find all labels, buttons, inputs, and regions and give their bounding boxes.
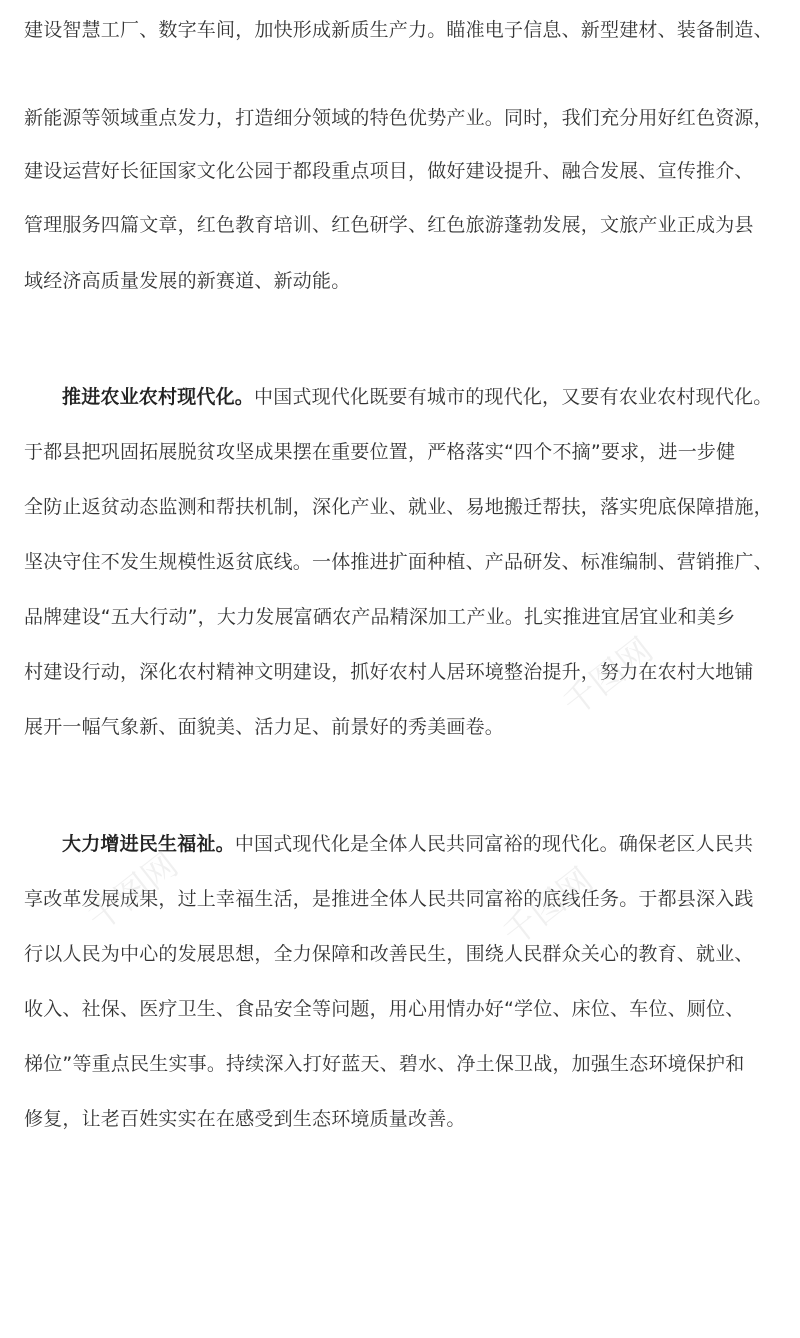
paragraph-3-heading: 大力增进民生福祉。 xyxy=(62,833,235,855)
watermark-2: 千图网 xyxy=(80,845,186,940)
watermark-3: 千图网 xyxy=(495,860,601,955)
paragraph-3-line-3: 行以人民为中心的发展思想，全力保障和改善民生，围绕人民群众关心的教育、就业、 xyxy=(24,943,754,965)
paragraph-2-line-3: 全防止返贫动态监测和帮扶机制，深化产业、就业、易地搬迁帮扶，落实兜底保障措施， xyxy=(24,496,773,518)
paragraph-1-line-1: 建设智慧工厂、数字车间，加快形成新质生产力。瞄准电子信息、新型建材、装备制造、 xyxy=(24,19,773,41)
paragraph-3-line-5: 梯位”等重点民生实事。持续深入打好蓝天、碧水、净土保卫战，加强生态环境保护和 xyxy=(24,1053,745,1075)
paragraph-2-line-4: 坚决守住不发生规模性返贫底线。一体推进扩面种植、产品研发、标准编制、营销推广、 xyxy=(24,551,773,573)
paragraph-2-heading: 推进农业农村现代化。 xyxy=(62,386,255,408)
paragraph-1-line-3: 建设运营好长征国家文化公园于都段重点项目，做好建设提升、融合发展、宣传推介、 xyxy=(24,160,754,182)
paragraph-3-line-1: 中国式现代化是全体人民共同富裕的现代化。确保老区人民共 xyxy=(234,833,754,855)
paragraph-3-line-4: 收入、社保、医疗卫生、食品安全等问题，用心用情办好“学位、床位、车位、厕位、 xyxy=(24,998,745,1020)
watermark-1: 千图网 xyxy=(555,630,661,725)
paragraph-3-first-line xyxy=(62,824,753,864)
paragraph-3-line-2: 享改革发展成果，过上幸福生活，是推进全体人民共同富裕的底线任务。于都县深入践 xyxy=(24,888,754,910)
paragraph-1-line-5: 域经济高质量发展的新赛道、新动能。 xyxy=(24,270,351,292)
paragraph-3-line-6: 修复，让老百姓实实在在感受到生态环境质量改善。 xyxy=(24,1108,466,1130)
paragraph-2-line-1: 中国式现代化既要有城市的现代化，又要有农业农村现代化。 xyxy=(254,386,773,408)
paragraph-1-line-2: 新能源等领域重点发力，打造细分领域的特色优势产业。同时，我们充分用好红色资源， xyxy=(24,107,773,129)
paragraph-1-line-4: 管理服务四篇文章，红色教育培训、红色研学、红色旅游蓬勃发展，文旅产业正成为县 xyxy=(24,214,754,236)
paragraph-2-line-5: 品牌建设“五大行动”，大力发展富硒农产品精深加工产业。扎实推进宜居宜业和美乡 xyxy=(24,606,736,628)
paragraph-2-first-line xyxy=(62,377,772,417)
paragraph-2-line-2: 于都县把巩固拓展脱贫攻坚成果摆在重要位置，严格落实“四个不摘”要求，进一步健 xyxy=(24,441,736,463)
paragraph-2-line-7: 展开一幅气象新、面貌美、活力足、前景好的秀美画卷。 xyxy=(24,716,505,738)
paragraph-2-line-6: 村建设行动，深化农村精神文明建设，抓好农村人居环境整治提升，努力在农村大地铺 xyxy=(24,661,754,683)
